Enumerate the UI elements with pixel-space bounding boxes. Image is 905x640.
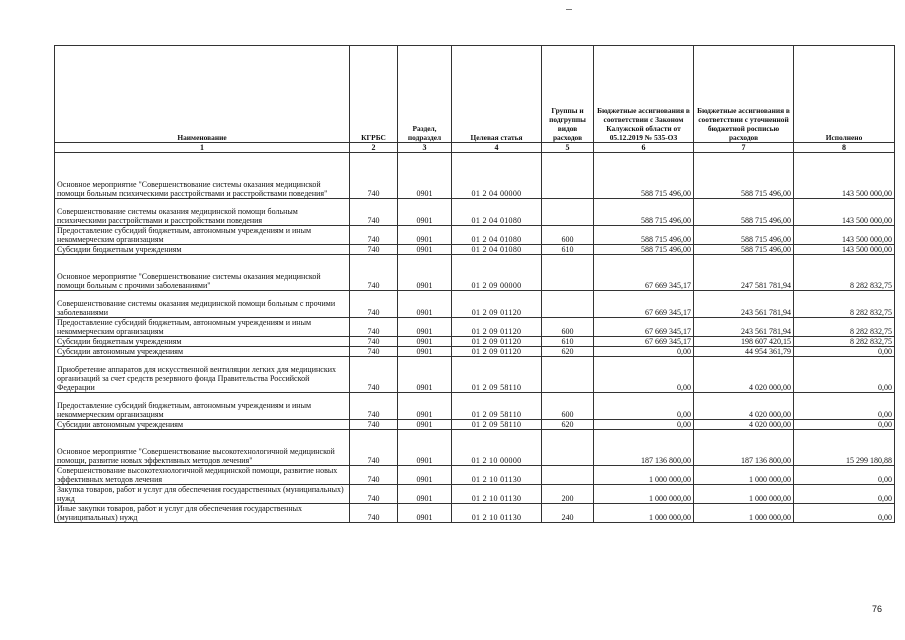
row-kgrbs: 740 [350,347,398,357]
row-law-allocation: 588 715 496,00 [594,153,694,199]
row-executed: 143 500 000,00 [794,245,895,255]
column-number: 7 [694,143,794,153]
row-refined-allocation: 588 715 496,00 [694,245,794,255]
row-law-allocation: 588 715 496,00 [594,245,694,255]
row-executed: 0,00 [794,485,895,504]
row-executed: 0,00 [794,347,895,357]
row-target: 01 2 09 01120 [452,318,542,337]
row-group: 600 [542,226,594,245]
row-group [542,291,594,318]
row-target: 01 2 09 00000 [452,255,542,291]
row-razdel: 0901 [398,393,452,420]
header-target: Целевая статья [452,46,542,143]
row-executed: 143 500 000,00 [794,226,895,245]
column-number-row [55,143,895,153]
row-kgrbs: 740 [350,466,398,485]
column-number: 6 [594,143,694,153]
row-law-allocation: 1 000 000,00 [594,504,694,523]
table-header-row [55,46,895,143]
budget-execution-table [54,45,895,523]
row-group [542,255,594,291]
column-number: 4 [452,143,542,153]
row-refined-allocation: 44 954 361,79 [694,347,794,357]
row-target: 01 2 09 01120 [452,337,542,347]
table-row [55,393,895,420]
row-law-allocation: 588 715 496,00 [594,199,694,226]
header-law-allocation: Бюджетные ассигнования в соответствии с Законом Калужской области от 05.12.2019 № 535-ОЗ [594,46,694,143]
row-razdel: 0901 [398,255,452,291]
row-razdel: 0901 [398,153,452,199]
row-law-allocation: 187 136 800,00 [594,430,694,466]
header-kgrbs: КГРБС [350,46,398,143]
row-name: Приобретение аппаратов для искусственной вентиляции легких для медицинских организаций за счет средств резервного фонда Правительства Российской Федерации [55,357,350,393]
row-target: 01 2 04 01080 [452,245,542,255]
row-refined-allocation: 243 561 781,94 [694,291,794,318]
row-law-allocation: 0,00 [594,347,694,357]
row-razdel: 0901 [398,245,452,255]
row-executed: 8 282 832,75 [794,337,895,347]
row-law-allocation: 67 669 345,17 [594,255,694,291]
row-executed: 143 500 000,00 [794,153,895,199]
row-target: 01 2 09 58110 [452,357,542,393]
row-target: 01 2 10 01130 [452,485,542,504]
row-executed: 8 282 832,75 [794,255,895,291]
row-group [542,153,594,199]
row-refined-allocation: 4 020 000,00 [694,420,794,430]
row-razdel: 0901 [398,504,452,523]
row-executed: 0,00 [794,420,895,430]
row-refined-allocation: 588 715 496,00 [694,153,794,199]
header-razdel: Раздел, подраздел [398,46,452,143]
column-number: 3 [398,143,452,153]
row-executed: 15 299 180,88 [794,430,895,466]
row-razdel: 0901 [398,318,452,337]
row-group: 600 [542,393,594,420]
row-target: 01 2 04 01080 [452,199,542,226]
row-refined-allocation: 198 607 420,15 [694,337,794,347]
row-group [542,466,594,485]
row-kgrbs: 740 [350,393,398,420]
row-razdel: 0901 [398,420,452,430]
row-target: 01 2 04 01080 [452,226,542,245]
row-razdel: 0901 [398,337,452,347]
row-kgrbs: 740 [350,337,398,347]
row-refined-allocation: 4 020 000,00 [694,393,794,420]
row-law-allocation: 0,00 [594,420,694,430]
row-law-allocation: 0,00 [594,357,694,393]
row-group: 620 [542,420,594,430]
row-refined-allocation: 1 000 000,00 [694,466,794,485]
row-executed: 143 500 000,00 [794,199,895,226]
row-kgrbs: 740 [350,291,398,318]
column-number: 8 [794,143,895,153]
row-razdel: 0901 [398,357,452,393]
row-law-allocation: 67 669 345,17 [594,337,694,347]
row-name: Субсидии автономным учреждениям [55,420,350,430]
row-name: Иные закупки товаров, работ и услуг для обеспечения государственных (муниципальных) нужд [55,504,350,523]
row-target: 01 2 10 01130 [452,504,542,523]
row-razdel: 0901 [398,226,452,245]
header-executed: Исполнено [794,46,895,143]
row-group: 240 [542,504,594,523]
row-refined-allocation: 247 581 781,94 [694,255,794,291]
table-row [55,347,895,357]
row-name: Совершенствование системы оказания медицинской помощи больным с прочими заболеваниями [55,291,350,318]
row-kgrbs: 740 [350,485,398,504]
row-target: 01 2 09 58110 [452,393,542,420]
header-group: Группы и подгруппы видов расходов [542,46,594,143]
row-group: 600 [542,318,594,337]
column-number: 5 [542,143,594,153]
row-kgrbs: 740 [350,430,398,466]
row-name: Основное мероприятие "Совершенствование системы оказания медицинской помощи больным психическими расстройствами и расстройствами поведения" [55,153,350,199]
top-mark [566,9,572,10]
row-name: Основное мероприятие "Совершенствование системы оказания медицинской помощи больным с прочими заболеваниями" [55,255,350,291]
row-law-allocation: 1 000 000,00 [594,466,694,485]
row-razdel: 0901 [398,291,452,318]
row-name: Основное мероприятие "Совершенствование высокотехнологичной медицинской помощи, развитие новых эффективных методов лечения" [55,430,350,466]
table-row [55,245,895,255]
row-razdel: 0901 [398,466,452,485]
row-target: 01 2 09 01120 [452,291,542,318]
table-row [55,337,895,347]
row-name: Совершенствование системы оказания медицинской помощи больным психическими расстройствами и расстройствами поведения [55,199,350,226]
row-kgrbs: 740 [350,245,398,255]
row-refined-allocation: 588 715 496,00 [694,199,794,226]
row-razdel: 0901 [398,347,452,357]
row-group [542,199,594,226]
row-refined-allocation: 588 715 496,00 [694,226,794,245]
row-refined-allocation: 1 000 000,00 [694,485,794,504]
table-row [55,199,895,226]
table-row [55,291,895,318]
table-row [55,153,895,199]
row-kgrbs: 740 [350,255,398,291]
table-row [55,430,895,466]
header-name: Наименование [55,46,350,143]
row-name: Закупка товаров, работ и услуг для обеспечения государственных (муниципальных) нужд [55,485,350,504]
row-executed: 0,00 [794,357,895,393]
row-name: Предоставление субсидий бюджетным, автономным учреждениям и иным некоммерческим организациям [55,226,350,245]
row-razdel: 0901 [398,199,452,226]
row-refined-allocation: 243 561 781,94 [694,318,794,337]
table-row [55,255,895,291]
row-name: Субсидии бюджетным учреждениям [55,337,350,347]
row-kgrbs: 740 [350,420,398,430]
row-group: 200 [542,485,594,504]
row-kgrbs: 740 [350,318,398,337]
table-row [55,318,895,337]
row-law-allocation: 67 669 345,17 [594,291,694,318]
row-kgrbs: 740 [350,199,398,226]
row-name: Совершенствование высокотехнологичной медицинской помощи, развитие новых эффективных методов лечения [55,466,350,485]
header-refined-allocation: Бюджетные ассигнования в соответствии с уточненной бюджетной росписью расходов [694,46,794,143]
row-law-allocation: 1 000 000,00 [594,485,694,504]
row-target: 01 2 10 00000 [452,430,542,466]
column-number: 2 [350,143,398,153]
row-refined-allocation: 187 136 800,00 [694,430,794,466]
row-executed: 0,00 [794,393,895,420]
row-kgrbs: 740 [350,357,398,393]
row-kgrbs: 740 [350,504,398,523]
row-razdel: 0901 [398,430,452,466]
row-law-allocation: 67 669 345,17 [594,318,694,337]
row-group: 610 [542,245,594,255]
row-target: 01 2 09 58110 [452,420,542,430]
table-row [55,504,895,523]
row-razdel: 0901 [398,485,452,504]
table-row [55,466,895,485]
row-target: 01 2 04 00000 [452,153,542,199]
page-number: 76 [872,604,883,614]
row-name: Субсидии бюджетным учреждениям [55,245,350,255]
row-executed: 0,00 [794,504,895,523]
row-group [542,357,594,393]
row-law-allocation: 0,00 [594,393,694,420]
row-target: 01 2 09 01120 [452,347,542,357]
table-row [55,357,895,393]
column-number: 1 [55,143,350,153]
row-kgrbs: 740 [350,153,398,199]
row-refined-allocation: 4 020 000,00 [694,357,794,393]
table-row [55,226,895,245]
row-executed: 8 282 832,75 [794,318,895,337]
row-executed: 0,00 [794,466,895,485]
row-name: Предоставление субсидий бюджетным, автономным учреждениям и иным некоммерческим организациям [55,318,350,337]
row-executed: 8 282 832,75 [794,291,895,318]
row-refined-allocation: 1 000 000,00 [694,504,794,523]
row-group: 620 [542,347,594,357]
row-target: 01 2 10 01130 [452,466,542,485]
row-group: 610 [542,337,594,347]
row-kgrbs: 740 [350,226,398,245]
table-row [55,420,895,430]
row-name: Предоставление субсидий бюджетным, автономным учреждениям и иным некоммерческим организациям [55,393,350,420]
row-name: Субсидии автономным учреждениям [55,347,350,357]
row-group [542,430,594,466]
table-row [55,485,895,504]
row-law-allocation: 588 715 496,00 [594,226,694,245]
